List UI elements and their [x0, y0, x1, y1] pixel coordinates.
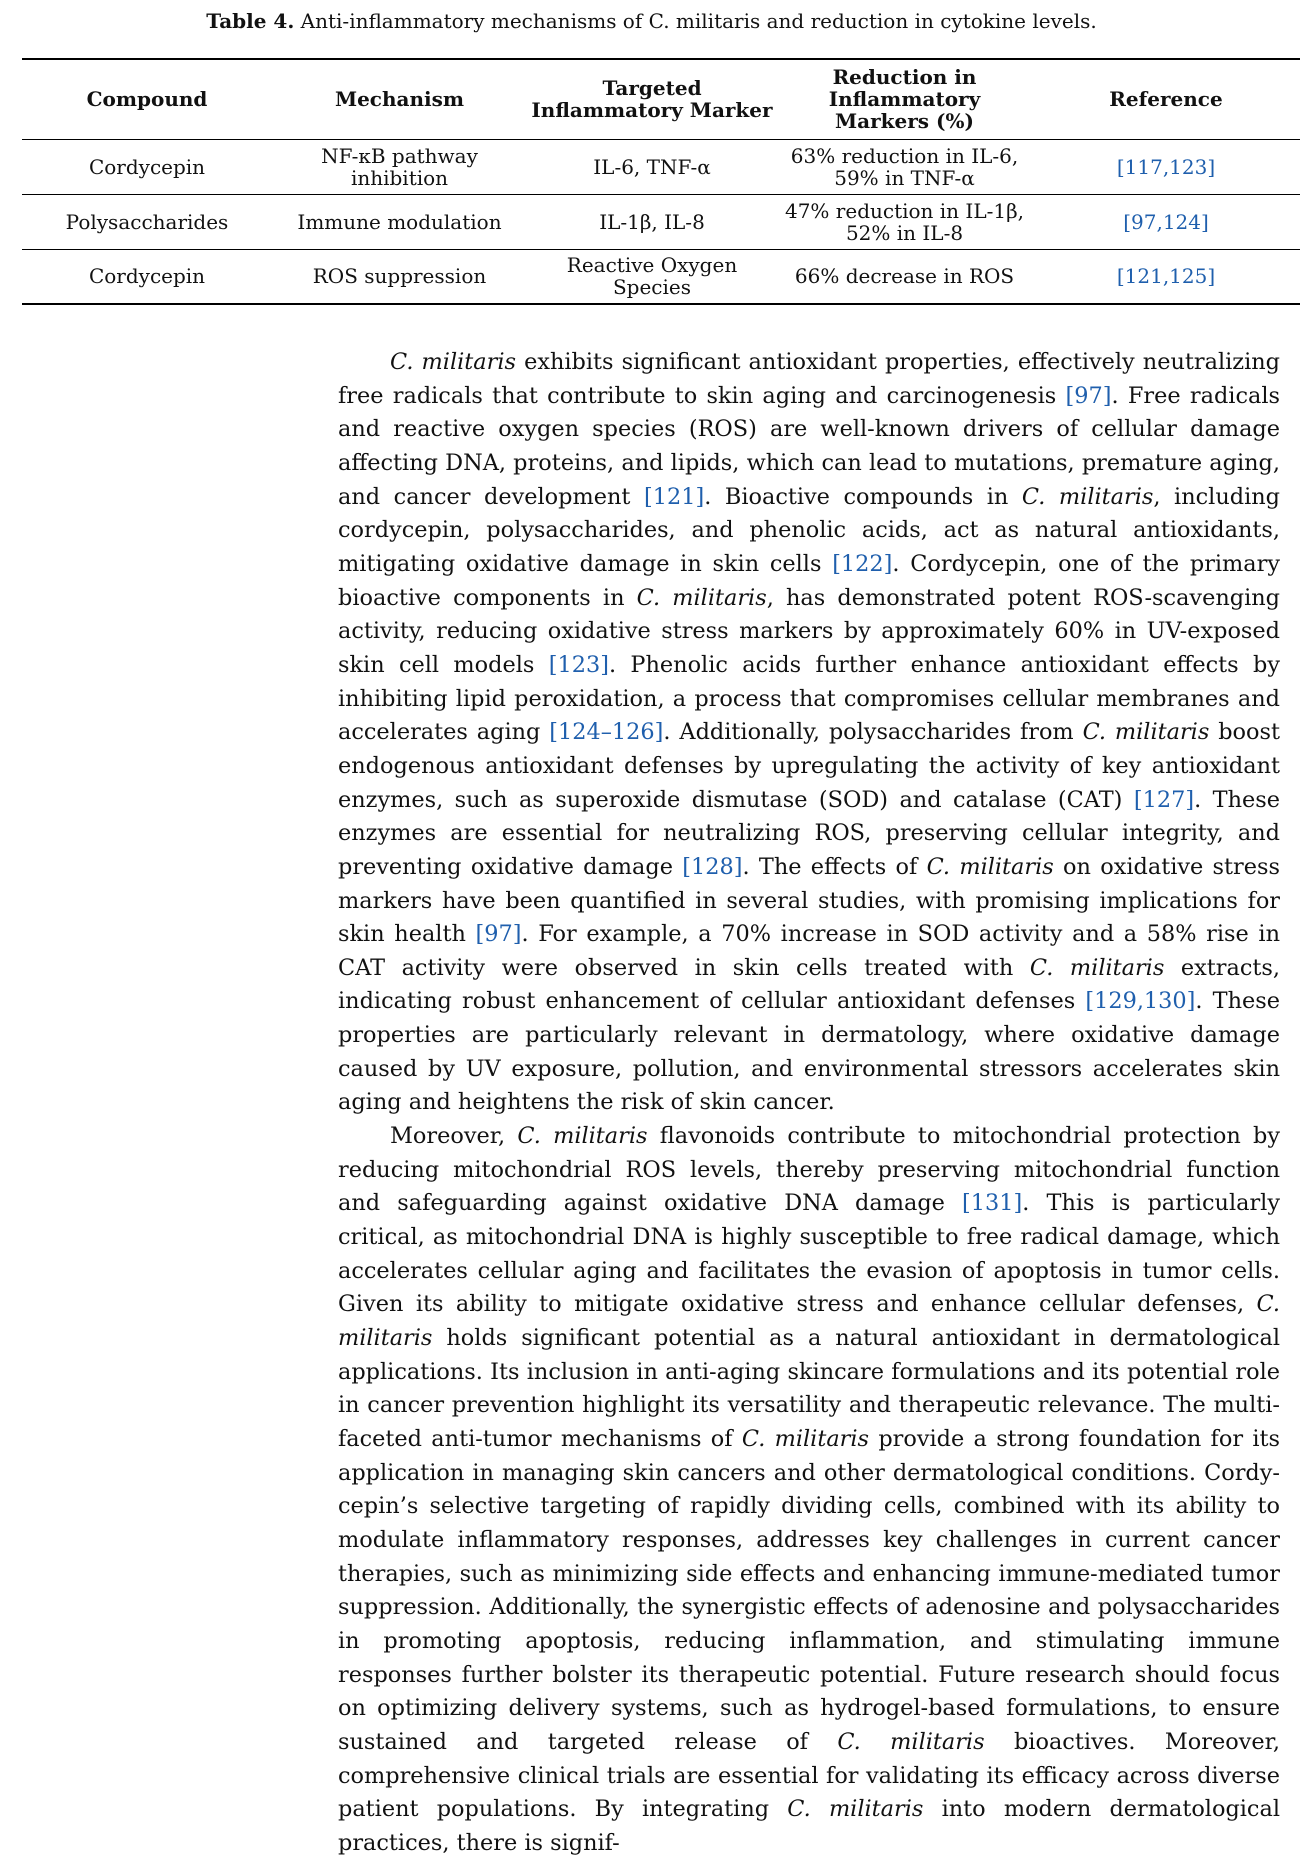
header-compound: Compound [22, 59, 272, 139]
text-run: . The effects of [742, 853, 927, 880]
cell-marker: Reactive Oxygen Species [527, 249, 777, 304]
text-run: . Phenolic acids further enhance antioxidant effects by inhibiting lipid peroxidation, a process that compromises cellular membranes and accelerates aging [338, 651, 1280, 746]
text-run: provide a strong foundation for its application in managing skin cancers and other dermatological conditions. Cordycepin’s selective targeting of rapidly dividing cells, combined with its ability to modulate inflammatory responses, addresses key challenges in current cancer therapies, such as minimizing side effects and enhancing immune-mediated tumor suppression. Additionally, the synergistic effects of adenosine and polysaccharides in promoting apoptosis, reducing inflammation, and stimulating immune responses further bolster its therapeutic potential. Future research should focus on optimizing delivery systems, such as hydrogel-based formulations, to ensure sustained and targeted release of [338, 1426, 1280, 1755]
text-run: Moreover, [390, 1123, 518, 1150]
text-run: . Bioactive compounds in [704, 483, 1022, 510]
citation-link[interactable]: [128] [682, 853, 743, 880]
table-caption-label: Table 4. [206, 9, 295, 33]
cell-mechanism: NF-κB pathway inhibition [321, 143, 478, 190]
text-run: . Free radicals and reactive oxygen species (ROS) are well-known drivers of cellular damage affecting DNA, proteins, and lipids, which can lead to mutations, premature aging, and cancer development [338, 382, 1280, 510]
citation-link[interactable]: [123] [548, 651, 609, 678]
cell-reduction: 47% reduction in IL-1β, 52% in IL-8 [777, 194, 1032, 249]
text-run: . This is particularly critical, as mitochondrial DNA is highly susceptible to free radical damage, which accelerates cellular aging and facilitates the evasion of apoptosis in tumor cells. Given its ability to mitigate oxidative stress and enhance cellular defenses, [338, 1190, 1280, 1318]
body-text [338, 346, 1280, 1861]
species-name: C. militaris [1029, 954, 1165, 981]
cell-compound: Cordycepin [22, 249, 272, 304]
citation-link[interactable]: [131] [962, 1190, 1023, 1217]
citation-link[interactable]: [127] [1133, 786, 1195, 813]
text-run: holds significant potential as a natural antioxidant in dermatological applications. Its inclusion in anti-aging skincare formulations and its potential role in cancer prevention highlight its versatility and therapeutic relevance. The multi-faceted anti-tumor mechanisms of [338, 1325, 1280, 1452]
cell-marker: IL-6, TNF-α [593, 154, 711, 179]
header-targeted-marker: Targeted Inflammatory Marker [527, 59, 777, 139]
text-run: boost endogenous antioxidant defenses by upregulating the activity of key antioxidant enzymes, such as superoxide dismutase (SOD) and catalase (CAT) [338, 719, 1280, 813]
text-run: bioactives. Moreover, comprehensive clinical trials are essential for validating its efficacy across diverse patient populations. By integrating [338, 1728, 1280, 1823]
cell-reduction: 63% reduction in IL-6, 59% in TNF-α [790, 143, 1019, 190]
citation-link[interactable]: [97] [475, 921, 522, 948]
table-row [22, 139, 1300, 194]
species-name: C. militaris [1082, 719, 1210, 746]
text-run: on oxidative stress markers have been quantified in several studies, with promising implications for skin health [338, 853, 1280, 948]
text-run: , including cordycepin, polysaccharides, and phenolic acids, act as natural antioxidants, mitigating oxidative damage in skin cells [338, 483, 1280, 577]
text-run: . Additionally, polysaccharides from [663, 719, 1083, 746]
cell-compound: Polysaccharides [22, 194, 272, 249]
header-reference: Reference [1032, 59, 1300, 139]
cell-compound: Cordycepin [88, 154, 206, 179]
table-caption [0, 8, 1303, 34]
table-row [22, 249, 1300, 304]
cell-mechanism: Immune modulation [272, 194, 527, 249]
text-run: into modern dermatological practices, there is signif- [338, 1796, 1280, 1856]
species-name: C. militaris [1021, 483, 1154, 510]
species-name: C. militaris [837, 1728, 985, 1755]
cytokine-table [22, 58, 1300, 305]
citation-link[interactable]: [121] [643, 483, 705, 510]
citation-link[interactable]: [124–126] [549, 719, 664, 746]
table-row [22, 194, 1300, 249]
species-name: C. militaris [636, 584, 767, 611]
paragraph [338, 1120, 1280, 1860]
species-name: C. militaris [390, 349, 516, 375]
text-run: exhibits significant antioxidant properties, effectively neutralizing free radicals that contribute to skin aging and carcinogenesis [338, 349, 1280, 409]
cell-reference-link[interactable]: [121,125] [1032, 249, 1300, 304]
text-run: . These properties are particularly relevant in dermatology, where oxidative damage caused by UV exposure, pollution, and environmental stressors accelerates skin aging and heightens the risk of skin cancer. [338, 988, 1280, 1116]
species-name: C. militaris [741, 1426, 870, 1452]
citation-link[interactable]: [122] [832, 550, 893, 577]
citation-link[interactable]: [129,130] [1085, 988, 1196, 1015]
citation-link[interactable]: [97] [1065, 382, 1112, 409]
species-name: C. militaris [926, 853, 1054, 880]
cell-reference-link[interactable]: [117,123] [1116, 154, 1216, 179]
species-name: C. militaris [338, 1291, 1280, 1352]
table-caption-text: Anti-inflammatory mechanisms of C. militaris and reduction in cytokine levels. [300, 9, 1097, 33]
text-run: extracts, indicating robust enhancement of cellular antioxidant defenses [338, 954, 1280, 1015]
text-run: . These enzymes are essential for neutralizing ROS, preserving cellular integrity, and preventing oxidative damage [338, 786, 1280, 880]
text-run: , has demonstrated potent ROS-scavenging activity, reducing oxidative stress markers by approximately 60% in UV-exposed skin cell models [338, 584, 1280, 678]
cell-marker: IL-1β, IL-8 [527, 194, 777, 249]
text-run: . For example, a 70% increase in SOD activity and a 58% rise in CAT activity were observed in skin cells treated with [338, 921, 1280, 981]
text-run: flavonoids contribute to mitochondrial protection by reducing mitochondrial ROS levels, thereby preserving mitochondrial function and safeguarding against oxidative DNA damage [338, 1123, 1280, 1217]
cell-reference-link[interactable]: [97,124] [1032, 194, 1300, 249]
cell-reduction: 66% decrease in ROS [777, 249, 1032, 304]
species-name: C. militaris [787, 1796, 924, 1823]
header-mechanism: Mechanism [272, 59, 527, 139]
table-header-row [22, 59, 1300, 139]
cell-mechanism: ROS suppression [272, 249, 527, 304]
species-name: C. militaris [517, 1123, 648, 1150]
header-reduction: Reduction in Inflammatory Markers (%) [777, 59, 1032, 139]
paragraph [338, 346, 1280, 1120]
text-run: . Cordycepin, one of the primary bioactive components in [338, 550, 1280, 611]
